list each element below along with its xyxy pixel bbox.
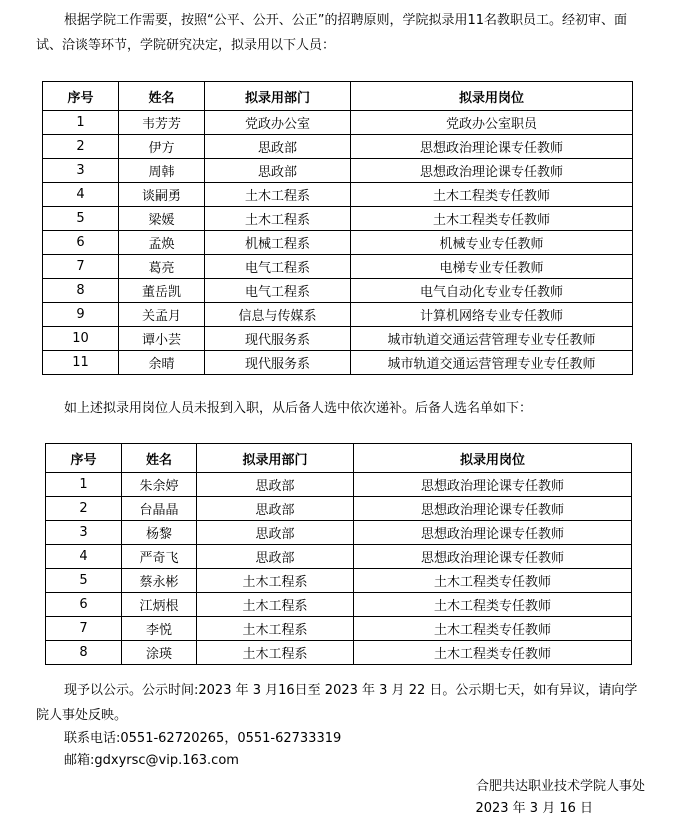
cell-name: 蔡永彬 [122, 569, 197, 593]
table-row [43, 351, 633, 375]
cell-index: 3 [43, 159, 119, 183]
cell-index: 1 [46, 473, 122, 497]
table-header-row [46, 444, 632, 473]
header-name: 姓名 [122, 444, 197, 473]
cell-position: 思想政治理论课专任教师 [354, 497, 632, 521]
table-row [43, 159, 633, 183]
cell-department: 电气工程系 [205, 279, 351, 303]
cell-name: 李悦 [122, 617, 197, 641]
cell-index: 6 [43, 231, 119, 255]
cell-position: 城市轨道交通运营管理专业专任教师 [351, 351, 633, 375]
table-row [43, 135, 633, 159]
cell-department: 思政部 [197, 473, 354, 497]
cell-index: 1 [43, 111, 119, 135]
cell-department: 机械工程系 [205, 231, 351, 255]
contact-email: 邮箱:gdxyrsc@vip.163.com [64, 753, 239, 768]
cell-position: 土木工程类专任教师 [354, 593, 632, 617]
cell-position: 思想政治理论课专任教师 [354, 521, 632, 545]
cell-name: 杨黎 [122, 521, 197, 545]
cell-department: 土木工程系 [205, 207, 351, 231]
table-row [43, 231, 633, 255]
cell-index: 5 [46, 569, 122, 593]
cell-name: 台晶晶 [122, 497, 197, 521]
table-row [46, 617, 632, 641]
cell-position: 电梯专业专任教师 [351, 255, 633, 279]
cell-index: 4 [43, 183, 119, 207]
notice-paragraph: 现予以公示。公示时间:2023 年 3 月16日至 2023 年 3 月 22 日。公示期七天，如有异议，请向学院人事处反映。 [36, 683, 638, 723]
cell-index: 7 [46, 617, 122, 641]
cell-position: 思想政治理论课专任教师 [351, 135, 633, 159]
cell-name: 严奇飞 [122, 545, 197, 569]
signature-organization: 合肥共达职业技术学院人事处 [475, 779, 645, 794]
table-row [43, 279, 633, 303]
contact-phone: 联系电话:0551-62720265，0551-62733319 [64, 731, 342, 746]
table-row [46, 521, 632, 545]
cell-position: 土木工程类专任教师 [354, 569, 632, 593]
cell-index: 7 [43, 255, 119, 279]
cell-index: 2 [46, 497, 122, 521]
cell-position: 电气自动化专业专任教师 [351, 279, 633, 303]
cell-position: 思想政治理论课专任教师 [351, 159, 633, 183]
cell-position: 思想政治理论课专任教师 [354, 545, 632, 569]
cell-name: 梁媛 [119, 207, 205, 231]
cell-department: 土木工程系 [197, 569, 354, 593]
header-department: 拟录用部门 [197, 444, 354, 473]
table-row [46, 473, 632, 497]
hire-table [42, 81, 633, 375]
cell-index: 8 [43, 279, 119, 303]
cell-index: 3 [46, 521, 122, 545]
cell-department: 电气工程系 [205, 255, 351, 279]
cell-department: 现代服务系 [205, 351, 351, 375]
table-row [46, 497, 632, 521]
cell-department: 思政部 [205, 159, 351, 183]
cell-department: 思政部 [197, 545, 354, 569]
cell-position: 城市轨道交通运营管理专业专任教师 [351, 327, 633, 351]
cell-index: 11 [43, 351, 119, 375]
header-index: 序号 [46, 444, 122, 473]
cell-index: 2 [43, 135, 119, 159]
cell-name: 关孟月 [119, 303, 205, 327]
cell-department: 思政部 [205, 135, 351, 159]
cell-name: 孟焕 [119, 231, 205, 255]
cell-position: 机械专业专任教师 [351, 231, 633, 255]
cell-index: 5 [43, 207, 119, 231]
header-position: 拟录用岗位 [351, 82, 633, 111]
cell-department: 土木工程系 [197, 617, 354, 641]
backup-table [45, 443, 632, 665]
table-header-row [43, 82, 633, 111]
cell-department: 现代服务系 [205, 327, 351, 351]
table-row [43, 303, 633, 327]
table-row [46, 545, 632, 569]
table-row [43, 111, 633, 135]
header-position: 拟录用岗位 [354, 444, 632, 473]
cell-name: 余晴 [119, 351, 205, 375]
cell-department: 土木工程系 [197, 593, 354, 617]
cell-name: 伊方 [119, 135, 205, 159]
cell-position: 土木工程类专任教师 [354, 641, 632, 665]
cell-name: 谈嗣勇 [119, 183, 205, 207]
cell-index: 4 [46, 545, 122, 569]
cell-name: 谭小芸 [119, 327, 205, 351]
table-row [43, 207, 633, 231]
cell-position: 思想政治理论课专任教师 [354, 473, 632, 497]
cell-name: 朱余婷 [122, 473, 197, 497]
cell-department: 土木工程系 [197, 641, 354, 665]
table-row [43, 255, 633, 279]
table-row [46, 641, 632, 665]
cell-index: 9 [43, 303, 119, 327]
cell-department: 思政部 [197, 521, 354, 545]
cell-position: 计算机网络专业专任教师 [351, 303, 633, 327]
cell-name: 韦芳芳 [119, 111, 205, 135]
table-row [46, 569, 632, 593]
intro-paragraph: 根据学院工作需要，按照“公平、公开、公正”的招聘原则，学院拟录用11名教职员工。经初审、面试、洽谈等环节，学院研究决定，拟录用以下人员： [36, 13, 628, 53]
table-row [46, 593, 632, 617]
cell-position: 党政办公室职员 [351, 111, 633, 135]
cell-name: 涂瑛 [122, 641, 197, 665]
cell-name: 董岳凯 [119, 279, 205, 303]
cell-position: 土木工程类专任教师 [351, 207, 633, 231]
cell-name: 周韩 [119, 159, 205, 183]
cell-department: 思政部 [197, 497, 354, 521]
table-row [43, 327, 633, 351]
header-name: 姓名 [119, 82, 205, 111]
cell-department: 土木工程系 [205, 183, 351, 207]
signature-date: 2023 年 3 月 16 日 [475, 801, 593, 816]
cell-name: 葛亮 [119, 255, 205, 279]
cell-department: 信息与传媒系 [205, 303, 351, 327]
cell-position: 土木工程类专任教师 [351, 183, 633, 207]
cell-index: 10 [43, 327, 119, 351]
table-row [43, 183, 633, 207]
cell-name: 江炳根 [122, 593, 197, 617]
cell-department: 党政办公室 [205, 111, 351, 135]
header-department: 拟录用部门 [205, 82, 351, 111]
cell-position: 土木工程类专任教师 [354, 617, 632, 641]
backup-intro-paragraph: 如上述拟录用岗位人员未报到入职，从后备人选中依次递补。后备人选名单如下： [64, 401, 533, 416]
cell-index: 6 [46, 593, 122, 617]
cell-index: 8 [46, 641, 122, 665]
header-index: 序号 [43, 82, 119, 111]
